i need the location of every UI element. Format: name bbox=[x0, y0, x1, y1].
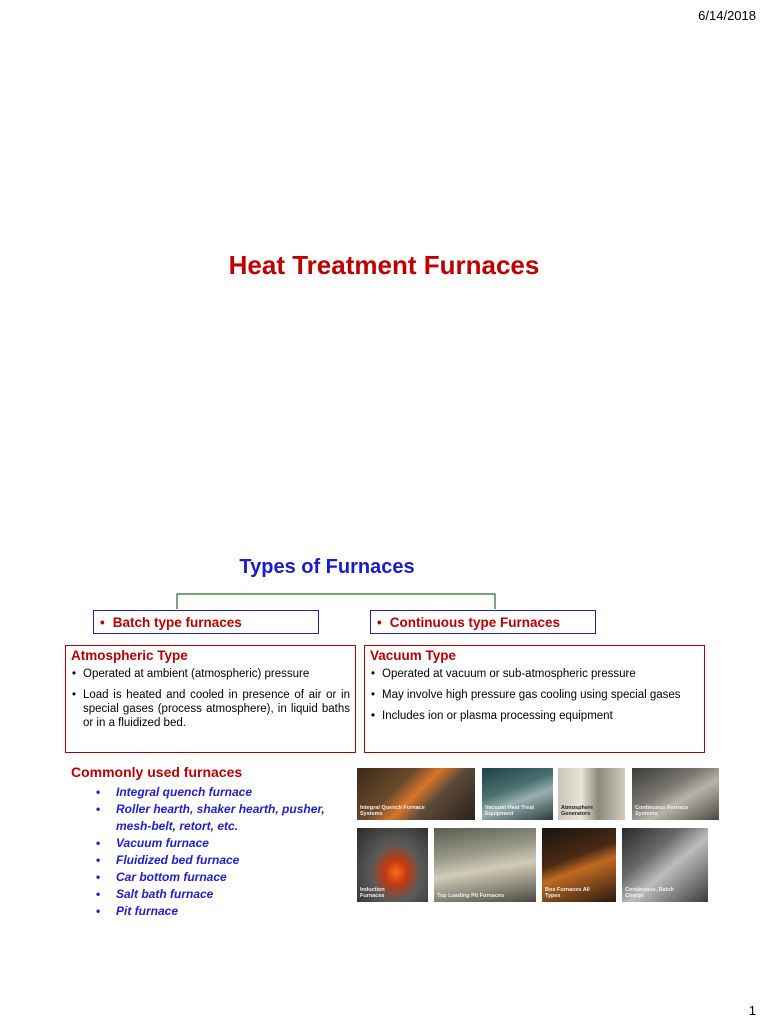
vacuum-heading: Vacuum Type bbox=[370, 648, 457, 663]
photo-induction bbox=[357, 828, 428, 902]
atmospheric-heading: Atmospheric Type bbox=[71, 648, 188, 663]
list-item: • Salt bath furnace bbox=[96, 886, 346, 903]
photo-caption: Continuous Furnace Systems bbox=[635, 805, 689, 817]
bullet-icon: • bbox=[377, 615, 382, 630]
list-item: • Roller hearth, shaker hearth, pusher, mesh-belt, retort, etc. bbox=[96, 801, 346, 835]
page-number: 1 bbox=[748, 1003, 756, 1018]
list-item: • Integral quench furnace bbox=[96, 784, 346, 801]
photo-caption: Top Loading Pit Furnaces bbox=[437, 893, 505, 899]
photo-caption: Box Furnaces All Types bbox=[545, 887, 590, 899]
photo-continuous-systems bbox=[632, 768, 719, 820]
list-item: • Load is heated and cooled in presence of air or in special gases (process atmosphere), in liquid baths or in a fluidized bed. bbox=[71, 688, 350, 730]
photo-caption: Atmosphere Generators bbox=[561, 805, 594, 817]
batch-type-box bbox=[93, 610, 319, 634]
photo-caption: Continuous, Batch Charge bbox=[625, 887, 674, 899]
batch-type-label: Batch type furnaces bbox=[112, 615, 242, 630]
types-title: Types of Furnaces bbox=[239, 556, 415, 578]
photo-box-furnaces bbox=[542, 828, 616, 902]
continuous-type-box bbox=[370, 610, 596, 634]
atmospheric-type-box bbox=[65, 645, 356, 753]
vacuum-points bbox=[370, 667, 699, 723]
photo-vacuum-equipment bbox=[482, 768, 553, 820]
list-item: • Vacuum furnace bbox=[96, 835, 346, 852]
atmospheric-points bbox=[71, 667, 350, 730]
photo-integral-quench bbox=[357, 768, 475, 820]
common-furnaces-list bbox=[96, 784, 346, 920]
list-item: • May involve high pressure gas cooling using special gases bbox=[370, 688, 699, 702]
photo-atmosphere-generators bbox=[558, 768, 625, 820]
date-label: 6/14/2018 bbox=[698, 8, 756, 23]
list-item: • Operated at ambient (atmospheric) pressure bbox=[71, 667, 350, 681]
list-item: • Car bottom furnace bbox=[96, 869, 346, 886]
photo-caption: Integral Quench Furnace Systems bbox=[360, 805, 425, 817]
list-item: • Operated at vacuum or sub-atmospheric pressure bbox=[370, 667, 699, 681]
connector-line bbox=[177, 594, 495, 609]
photo-caption: Induction Furnaces bbox=[360, 887, 385, 899]
list-item: • Fluidized bed furnace bbox=[96, 852, 346, 869]
bullet-icon: • bbox=[100, 615, 105, 630]
photo-caption: Vacuum Heat Treat Equipment bbox=[485, 805, 535, 817]
list-item: • Includes ion or plasma processing equipment bbox=[370, 709, 699, 723]
photo-continuous-batch bbox=[622, 828, 708, 902]
list-item: • Pit furnace bbox=[96, 903, 346, 920]
continuous-type-label: Continuous type Furnaces bbox=[389, 615, 561, 630]
common-furnaces-heading: Commonly used furnaces bbox=[71, 764, 243, 780]
vacuum-type-box bbox=[364, 645, 705, 753]
slide-title: Heat Treatment Furnaces bbox=[228, 250, 540, 280]
photo-top-loading bbox=[434, 828, 536, 902]
